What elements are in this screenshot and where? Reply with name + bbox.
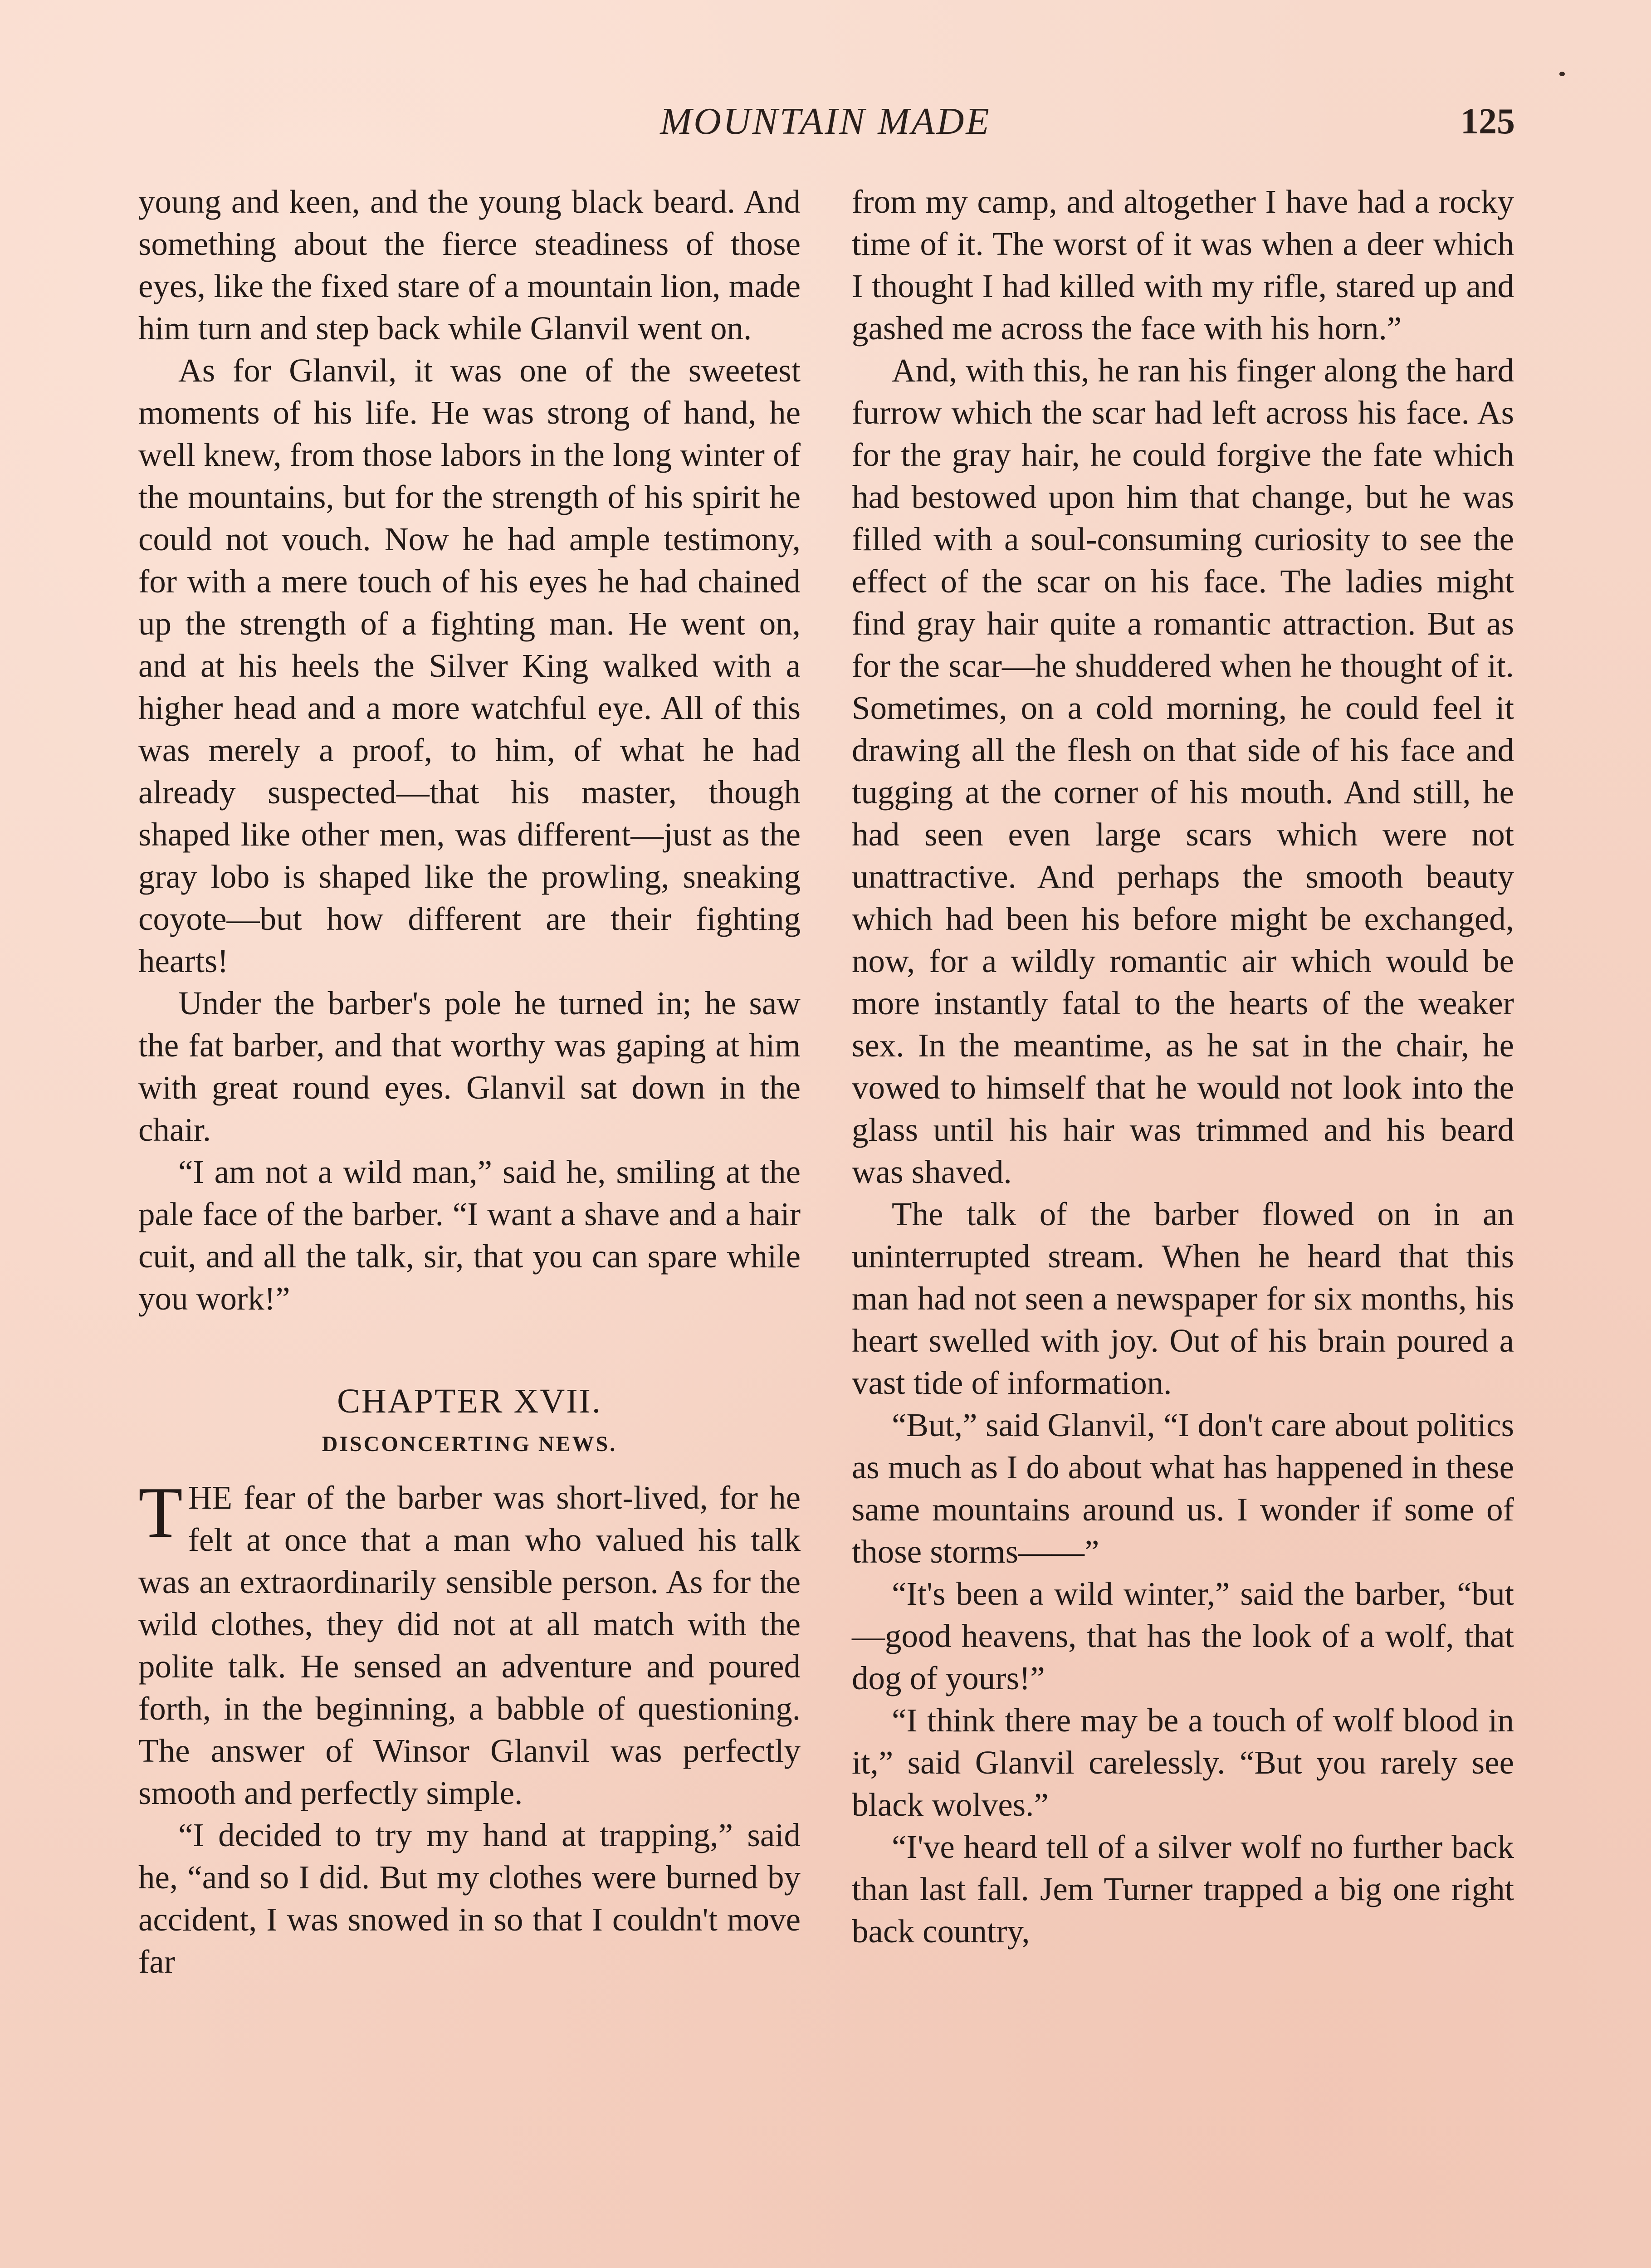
paragraph: from my camp, and altogether I have had a rocky time of it. The worst of it was when a deer which I thought I had killed with my rifle, stared up and gashed me across the face with his horn.”: [852, 183, 1514, 347]
chapter-title: CHAPTER XVII.: [337, 1382, 602, 1420]
left-column: [138, 181, 801, 1983]
paragraph: And, with this, he ran his finger along the hard furrow which the scar had left across his face. As for the gray hair, he could forgive the fate which had bestowed upon him that change, but he was filled with a soul-consuming curiosity to see the effect of the scar on his face. The ladies might find gray hair quite a romantic attraction. But as for the scar—he shuddered when he thought of it. Sometimes, on a cold morning, he could feel it drawing all the flesh on that side of his face and tugging at the corner of his mouth. And still, he had seen even large scars which were not unattractive. And perhaps the smooth beauty which had been his before might be exchanged, now, for a wildly romantic air which would be more instantly fatal to the hearts of the weaker sex. In the meantime, as he sat in the chair, he vowed to himself that he would not look into the glass until his hair was trimmed and his beard was shaved.: [852, 352, 1514, 1190]
paragraph: “I think there may be a touch of wolf blood in it,” said Glanvil carelessly. “But you rarely see black wolves.”: [852, 1702, 1514, 1823]
page-number: 125: [1460, 102, 1515, 142]
paragraph: “But,” said Glanvil, “I don't care about politics as much as I do about what has happened in these same mountains around us. I wonder if some of those storms——”: [852, 1407, 1514, 1570]
paragraph: “It's been a wild winter,” said the barber, “but—good heavens, that has the look of a wolf, that dog of yours!”: [852, 1575, 1514, 1696]
paragraph: “I am not a wild man,” said he, smiling at the pale face of the barber. “I want a shave and a hair cuit, and all the talk, sir, that you can spare while you work!”: [138, 1154, 801, 1317]
chapter-opening-paragraph: [138, 1472, 801, 1814]
paragraph: “I decided to try my hand at trapping,” said he, “and so I did. But my clothes were burned by accident, I was snowed in so that I couldn't move far: [138, 1817, 801, 1980]
paragraph: Under the barber's pole he turned in; he saw the fat barber, and that worthy was gaping at him with great round eyes. Glanvil sat down in the chair.: [138, 985, 801, 1148]
page-header: [0, 94, 1651, 153]
paragraph: “I've heard tell of a silver wolf no further back than last fall. Jem Turner trapped a big one right back country,: [852, 1828, 1514, 1950]
paragraph: As for Glanvil, it was one of the sweetest moments of his life. He was strong of hand, he well knew, from those labors in the long winter of the mountains, but for the strength of his spirit he could not vouch. Now he had ample testimony, for with a mere touch of his eyes he had chained up the strength of a fighting man. He went on, and at his heels the Silver King walked with a higher head and a more watchful eye. All of this was merely a proof, to him, of what he had already suspected—that his master, though shaped like other men, was different—just as the gray lobo is shaped like the prowling, sneaking coyote—but how different are their fighting hearts!: [138, 352, 801, 979]
running-title: MOUNTAIN MADE: [660, 100, 991, 142]
chapter-subtitle: DISCONCERTING NEWS.: [322, 1432, 617, 1456]
paragraph: The talk of the barber flowed on in an uninterrupted stream. When he heard that this man had not seen a newspaper for six months, his heart swelled with joy. Out of his brain poured a vast tide of information.: [852, 1196, 1514, 1401]
right-column: [852, 181, 1514, 1952]
drop-cap: T: [138, 1472, 183, 1553]
paragraph: young and keen, and the young black beard. And something about the fierce steadiness of those eyes, like the fixed stare of a mountain lion, made him turn and step back while Glanvil went on.: [138, 183, 801, 347]
chapter-opening-text: HE fear of the barber was short-lived, for he felt at once that a man who valued his talk was an extraordinarily sensible person. As for the wild clothes, they did not at all match with the polite talk. He sensed an adventure and poured forth, in the beginning, a babble of questioning. The answer of Winsor Glanvil was perfectly smooth and perfectly simple.: [138, 1479, 801, 1811]
chapter-heading: [138, 1378, 801, 1465]
ink-speck: [1559, 72, 1565, 76]
